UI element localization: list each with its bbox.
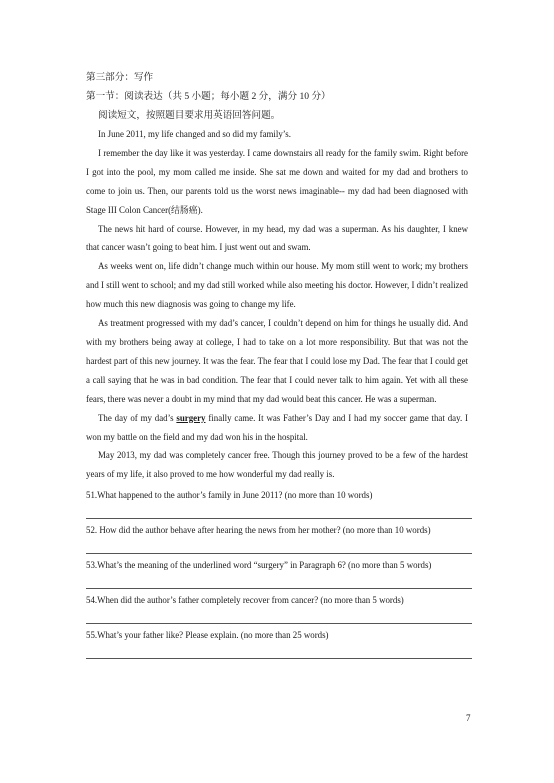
answer-line[interactable] xyxy=(86,642,472,659)
part-title: 第三部分：写作 xyxy=(86,72,154,83)
passage-paragraph-7: May 2013, my dad was completely cancer free. Though this journey proved to be a few of the hardest years of my life, it also proved to me how wonderful my dad really is. xyxy=(86,450,468,480)
p6-text-after: finally came. It was Father’s Day and I had my soccer game that day. I won my battle on the field and my dad won his in the hospital. xyxy=(86,412,468,442)
subsection-title: 第一节：阅读表达（共 5 小题；每小题 2 分，满分 10 分） xyxy=(86,91,331,102)
question-text: 52. How did the author behave after hearing the news from her mother? (no more than 10 words) xyxy=(86,525,431,536)
answer-line[interactable] xyxy=(86,537,472,554)
underlined-word-surgery: surgery xyxy=(176,412,206,423)
passage-paragraph-2: I remember the day like it was yesterday. I came downstairs all ready for the family swim. Right before I got into the pool, my mom called me inside. She sat me down and waited for my dad and brothers to come to join us. Then, our parents told us the worst news imaginable-- my dad had been diagnosed with Stage III Colon Cancer(结肠癌). xyxy=(86,147,468,215)
passage-paragraph-1: In June 2011, my life changed and so did my family’s. xyxy=(98,129,291,139)
reading-passage xyxy=(86,125,468,484)
p6-text-before: The day of my dad’s xyxy=(98,412,177,423)
questions-list xyxy=(86,488,468,659)
answer-line[interactable] xyxy=(86,572,472,589)
passage-paragraph-5: As treatment progressed with my dad’s cancer, I couldn’t depend on him for things he usually did. And with my brothers being away at college, I had to take on a lot more responsibility. But that was not the hardest part of this new journey. It was the fear. The fear that I could lose my Dad. The fear that I could get a call saying that he was in bad condition. The fear that I could never talk to him again. Yet with all these fears, there was never a doubt in my mind that my dad would beat this cancer. He was a superman. xyxy=(86,318,468,404)
question-text: 55.What’s your father like? Please explain. (no more than 25 words) xyxy=(86,630,329,641)
page-number: 7 xyxy=(466,713,471,723)
question-text: 54.When did the author’s father completely recover from cancer? (no more than 5 words) xyxy=(86,595,404,606)
question-54 xyxy=(86,593,468,624)
passage-paragraph-3: The news hit hard of course. However, in my head, my dad was a superman. As his daughter, I knew that cancer wasn’t going to beat him. I just went out and swam. xyxy=(86,223,468,253)
answer-line[interactable] xyxy=(86,607,472,624)
answer-line[interactable] xyxy=(86,502,472,519)
question-53 xyxy=(86,558,468,589)
question-text: 53.What’s the meaning of the underlined word “surgery” in Paragraph 6? (no more than 5 words) xyxy=(86,560,432,571)
passage-paragraph-6 xyxy=(86,409,468,447)
question-55 xyxy=(86,628,468,659)
instruction-text: 阅读短文，按照题目要求用英语回答问题。 xyxy=(98,110,281,121)
question-51 xyxy=(86,488,468,519)
question-text: 51.What happened to the author’s family in June 2011? (no more than 10 words) xyxy=(86,490,373,501)
passage-paragraph-4: As weeks went on, life didn’t change much within our house. My mom still went to work; my brothers and I still went to school; and my dad still worked while also meeting his doctor. However, I didn’t realized how much this new diagnosis was going to change my life. xyxy=(86,261,468,310)
question-52 xyxy=(86,523,468,554)
